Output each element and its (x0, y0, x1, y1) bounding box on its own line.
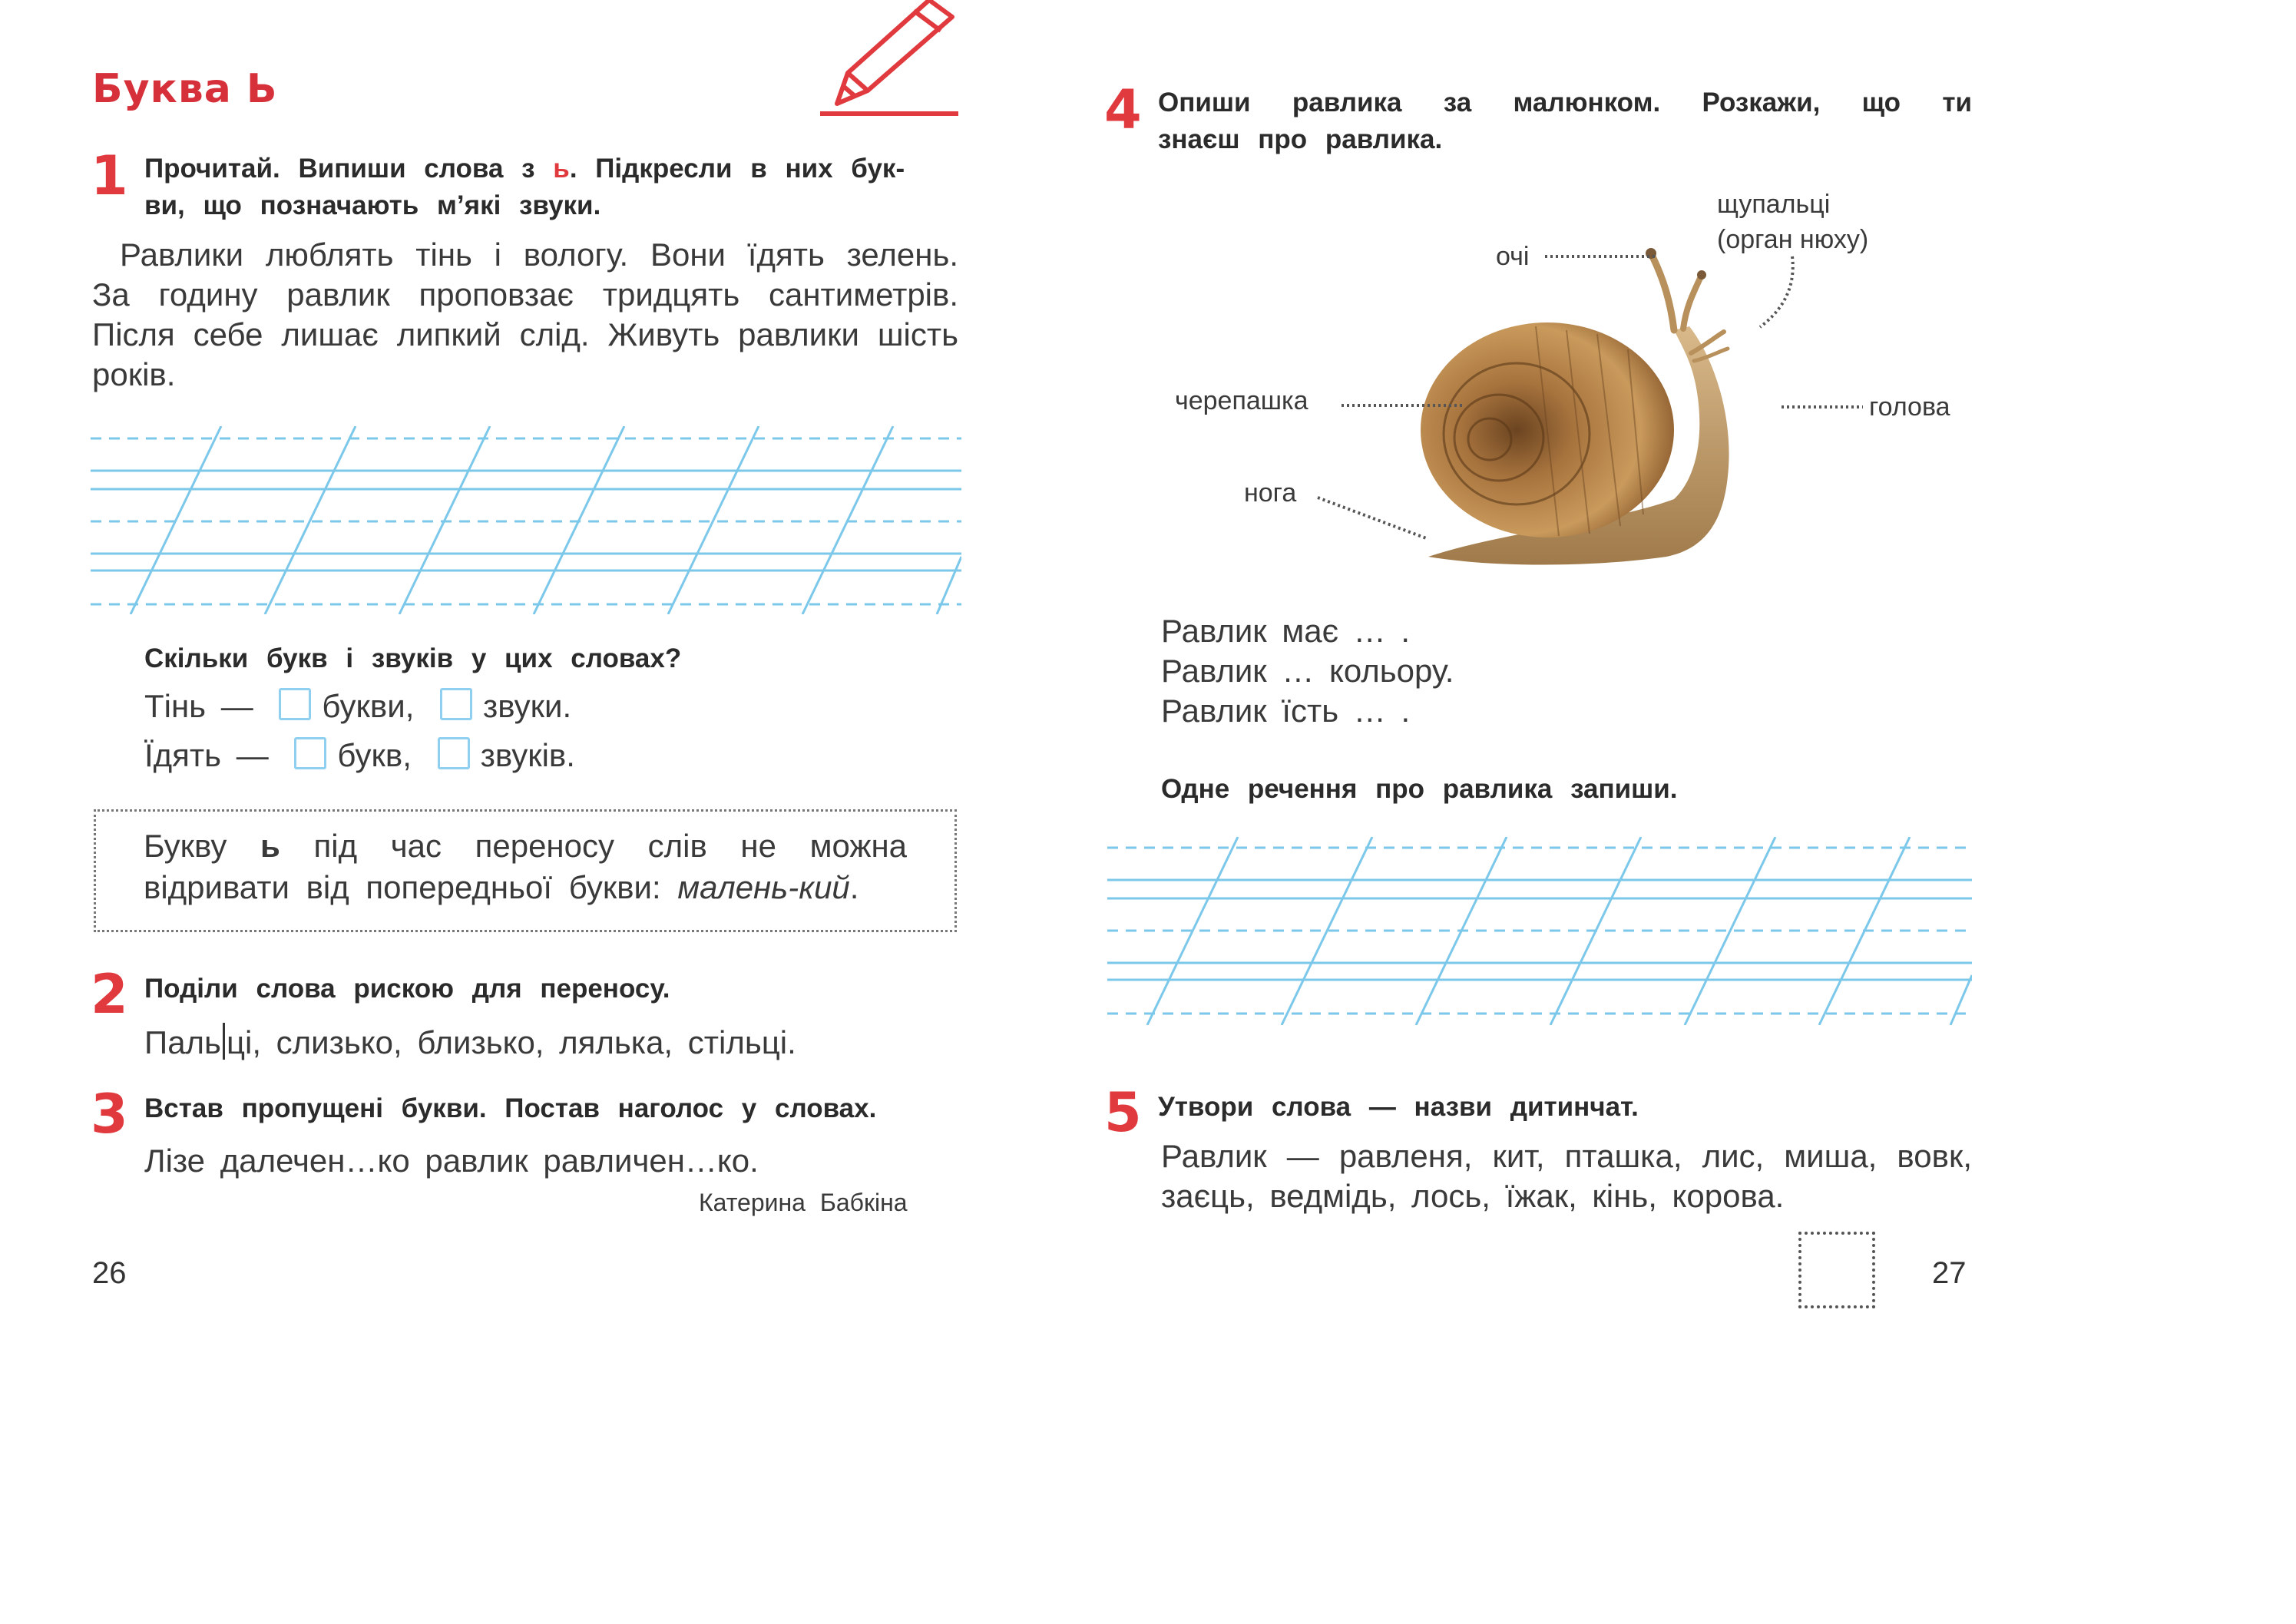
pointer-tentacles (1755, 253, 1801, 330)
task-4-instruction-line2: знаєш про равлика. (1158, 124, 1443, 154)
task-2-instruction: Поділи слова рискою для переносу. (144, 974, 670, 1004)
page-number-left: 26 (92, 1256, 127, 1290)
rule-example: малень-кий (677, 869, 850, 905)
rule-box (94, 809, 957, 932)
pointer-foot (1316, 491, 1431, 545)
page-number-right: 27 (1932, 1256, 1967, 1290)
task-3-instruction: Встав пропущені букви. Постав наголос у словах. (144, 1093, 877, 1123)
pointer-shell (1340, 398, 1467, 413)
task-1-instruction-part2: . Підкресли в них бук- (569, 154, 905, 184)
task-2-first-word-b: ці, (226, 1024, 261, 1060)
task-2-number: 2 (91, 963, 128, 1026)
row-1-dash: — (220, 688, 253, 724)
sentence-1: Равлик має … . (1161, 613, 1411, 649)
rule-bold-letter: ь (260, 828, 280, 864)
row-2-unit2: звуків. (480, 737, 575, 773)
letters-sounds-question: Скільки букв і звуків у цих словах? (144, 643, 682, 673)
row-1-sounds-box[interactable] (440, 688, 472, 720)
rule-part1: Букву (144, 828, 261, 864)
writing-lines-right[interactable] (1107, 837, 1972, 1025)
task-3-author: Катерина Бабкіна (699, 1189, 908, 1216)
label-eyes: очі (1496, 242, 1530, 271)
task-5-instruction: Утвори слова — назви дитинчат. (1158, 1092, 1639, 1122)
page-title: Буква Ь (92, 66, 278, 112)
row-2-sounds-box[interactable] (438, 737, 470, 769)
label-shell: черепашка (1175, 386, 1308, 415)
answer-box[interactable] (1798, 1232, 1875, 1308)
letters-sounds-row-2 (144, 736, 575, 776)
task-2-words (144, 1023, 796, 1063)
task-5-text: Равлик — равленя, кит, пташка, лис, миша, вовк, заєць, ведмідь, лось, їжак, кінь, корова. (1161, 1138, 1972, 1214)
task-2-first-word-a: Паль (144, 1024, 221, 1060)
rule-text (144, 825, 907, 908)
pointer-eyes (1543, 249, 1659, 264)
row-2-letters-box[interactable] (294, 737, 326, 769)
row-1-word: Тінь (144, 688, 207, 724)
row-2-unit1: букв, (337, 737, 412, 773)
soft-sign-letter: ь (553, 154, 570, 184)
row-2-dash: — (236, 737, 269, 773)
task-1-number: 1 (91, 144, 128, 207)
task-2-rest: слизько, близько, лялька, стільці. (261, 1024, 796, 1060)
snail-illustration (1413, 246, 1782, 584)
task-4-instruction (1158, 84, 1972, 158)
task-1-reading-text: Равлики люблять тінь і вологу. Вони їдять зелень. За годину равлик проповзає тридцять сантиметрів. Після себе лишає липкий слід. Живуть равлики шість років. (92, 236, 958, 392)
pointer-head (1780, 399, 1864, 415)
task-1-instruction (144, 150, 958, 224)
pencil-icon (814, 0, 960, 123)
row-1-unit2: звуки. (483, 688, 572, 724)
label-tentacles-line2: (орган нюху) (1717, 225, 1869, 254)
letters-sounds-row-1 (144, 686, 571, 726)
sentence-3: Равлик їсть … . (1161, 693, 1411, 729)
sentence-2: Равлик … кольору. (1161, 653, 1454, 689)
task-4-instruction-line1: Опиши равлика за малюнком. Розкажи, що ти (1158, 88, 1972, 117)
task-4-number: 4 (1104, 78, 1142, 141)
row-1-unit1: букви, (322, 688, 415, 724)
task-1-instruction-line2: ви, що позначають м’які звуки. (144, 190, 601, 220)
hyphen-mark (223, 1023, 225, 1060)
label-tentacles-line1: щупальці (1717, 190, 1831, 219)
task-3-text: Лізе далечен…ко равлик равличен…ко. (144, 1143, 759, 1179)
label-foot: нога (1244, 478, 1297, 508)
task-1-instruction-part1: Прочитай. Випиши слова з (144, 154, 554, 184)
write-sentence-instruction: Одне речення про равлика запиши. (1161, 774, 1678, 804)
task-5-number: 5 (1104, 1081, 1142, 1144)
row-1-letters-box[interactable] (279, 688, 311, 720)
row-2-word: Їдять (144, 737, 222, 773)
label-head: голова (1869, 392, 1950, 422)
task-3-number: 3 (91, 1083, 128, 1146)
rule-part2: під час переносу слів не можна відривати від попередньої букви: (144, 828, 907, 905)
writing-lines-left[interactable] (91, 426, 961, 614)
rule-end: . (849, 869, 859, 905)
